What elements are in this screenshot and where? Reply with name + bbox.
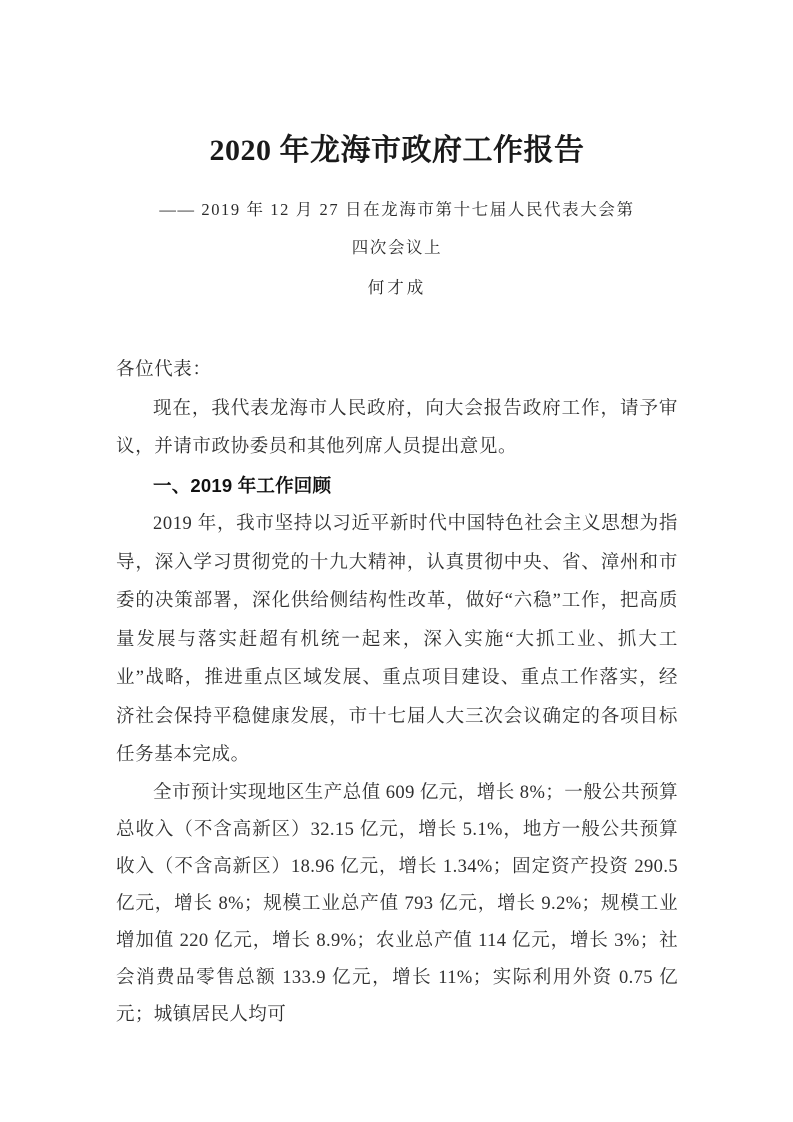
document-content: [116, 0, 684, 1034]
author-name: 何才成: [367, 278, 427, 298]
document-body: [116, 351, 684, 1034]
subtitle-line-session-continued: 四次会议上: [351, 238, 443, 258]
subtitle-block: [116, 191, 678, 267]
intro-paragraph: 现在，我代表龙海市人民政府，向大会报告政府工作，请予审议，并请市政协委员和其他列席人员提出意见。: [116, 398, 678, 458]
work-review-paragraph: 2019 年，我市坚持以习近平新时代中国特色社会主义思想为指导，深入学习贯彻党的十九大精神，认真贯彻中央、省、漳州和市委的决策部署，深化供给侧结构性改革，做好“六稳”工作，把高质量发展与落实赶超有机统一起来，深入实施“大抓工业、抓大工业”战略，推进重点区域发展、重点项目建设、重点工作落实，经济社会保持平稳健康发展，市十七届人大三次会议确定的各项目标任务基本完成。: [116, 514, 678, 766]
salutation: 各位代表：: [116, 360, 212, 381]
statistics-paragraph: 全市预计实现地区生产总值 609 亿元，增长 8%；一般公共预算总收入（不含高新区）32.15 亿元，增长 5.1%，地方一般公共预算收入（不含高新区）18.96 亿元，增长 1.34%；固定资产投资 290.5 亿元，增长 8%；规模工业总产值 793 亿元，增长 9.2%；规模工业增加值 220 亿元，增长 8.9%；农业总产值 114 亿元，增长 3%；社会消费品零售总额 133.9 亿元，增长 11%；实际利用外资 0.75 亿元；城镇居民人均可: [116, 782, 684, 1025]
page-title: 2020 年龙海市政府工作报告: [209, 134, 585, 167]
section-heading-work-review: 一、2019 年工作回顾: [153, 474, 332, 496]
subtitle-line-date-session: —— 2019 年 12 月 27 日在龙海市第十七届人民代表大会第: [159, 200, 635, 220]
